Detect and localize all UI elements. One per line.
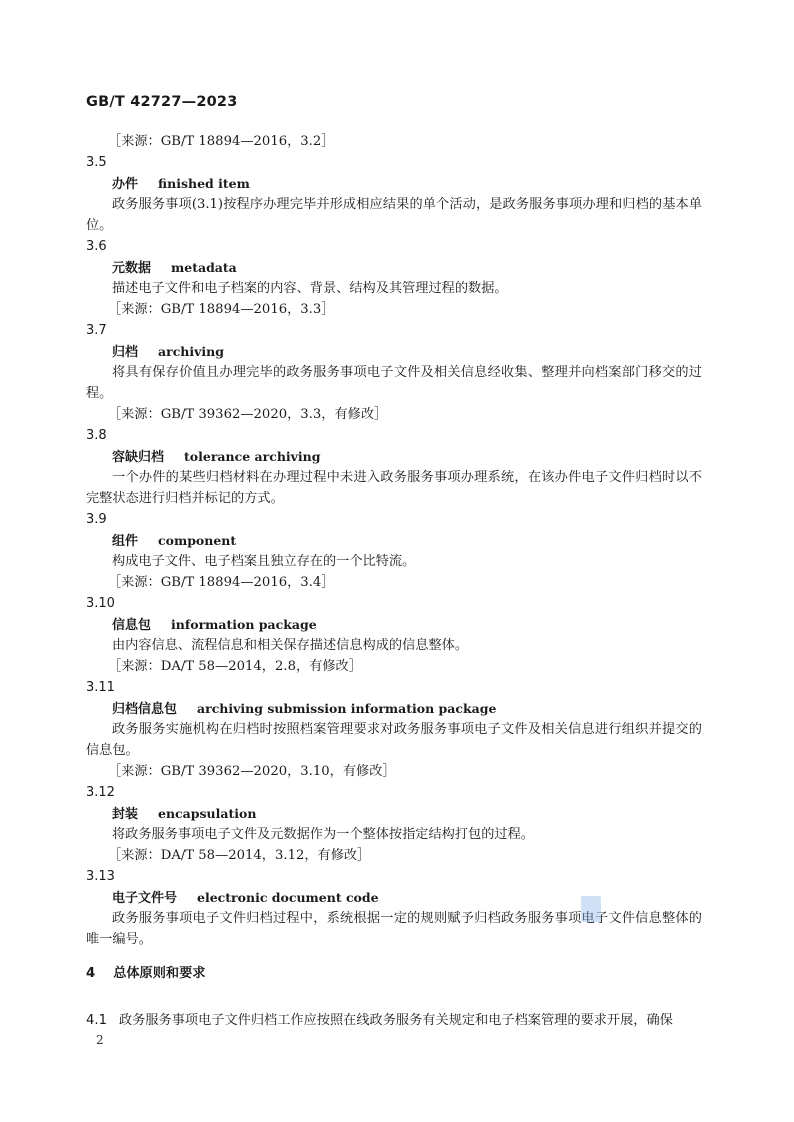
term-number: 3.11 bbox=[86, 680, 115, 695]
term-entry-3-10 bbox=[86, 593, 702, 677]
term-entry-3-7 bbox=[86, 320, 702, 425]
term-number: 3.8 bbox=[86, 428, 107, 443]
term-title bbox=[86, 257, 702, 278]
term-zh: 归档信息包 bbox=[112, 702, 178, 717]
term-zh: 办件 bbox=[112, 177, 139, 192]
term-title bbox=[86, 446, 702, 467]
term-source: ［来源：GB/T 18894—2016，3.3］ bbox=[108, 302, 335, 317]
section-title: 总体原则和要求 bbox=[113, 966, 206, 981]
term-number: 3.6 bbox=[86, 239, 107, 254]
term-entry-3-11 bbox=[86, 677, 702, 782]
term-title bbox=[86, 614, 702, 635]
term-en: archiving bbox=[158, 344, 224, 359]
term-definition: 一个办件的某些归档材料在办理过程中未进入政务服务事项办理系统，在该办件电子文件归档时以不完整状态进行归档并标记的方式。 bbox=[86, 470, 702, 506]
term-zh: 电子文件号 bbox=[112, 891, 178, 906]
term-zh: 元数据 bbox=[112, 261, 152, 276]
term-definition: 将政务服务事项电子文件及元数据作为一个整体按指定结构打包的过程。 bbox=[112, 827, 534, 842]
text-selection-highlight bbox=[581, 896, 601, 922]
term-en: component bbox=[158, 533, 237, 548]
clause-text: 政务服务事项电子文件归档工作应按照在线政务服务有关规定和电子档案管理的要求开展，确保 bbox=[118, 1013, 673, 1028]
term-title bbox=[86, 530, 702, 551]
terms-content bbox=[86, 131, 702, 950]
term-entry-3-8 bbox=[86, 425, 702, 509]
term-source: ［来源：GB/T 18894—2016，3.4］ bbox=[108, 575, 335, 590]
term-zh: 容缺归档 bbox=[112, 450, 165, 465]
term-source: ［来源：DA/T 58—2014，3.12，有修改］ bbox=[108, 848, 371, 863]
term-source: ［来源：GB/T 39362—2020，3.3，有修改］ bbox=[108, 407, 388, 422]
clause-paragraph bbox=[86, 1009, 702, 1028]
term-entry-3-5 bbox=[86, 152, 702, 236]
term-en: finished item bbox=[158, 176, 250, 191]
term-source: ［来源：DA/T 58—2014，2.8，有修改］ bbox=[108, 659, 362, 674]
term-definition: 将具有保存价值且办理完毕的政务服务事项电子文件及相关信息经收集、整理并向档案部门移交的过程。 bbox=[86, 365, 702, 401]
term-definition: 由内容信息、流程信息和相关保存描述信息构成的信息整体。 bbox=[112, 638, 469, 653]
term-definition: 构成电子文件、电子档案且独立存在的一个比特流。 bbox=[112, 554, 416, 569]
term-title bbox=[86, 173, 702, 194]
term-en: archiving submission information package bbox=[197, 701, 497, 716]
term-number: 3.13 bbox=[86, 869, 115, 884]
term-title bbox=[86, 803, 702, 824]
term-en: information package bbox=[171, 617, 317, 632]
term-entry-3-6 bbox=[86, 236, 702, 320]
term-title bbox=[86, 887, 702, 908]
term-zh: 信息包 bbox=[112, 618, 152, 633]
term-source: ［来源：GB/T 39362—2020，3.10，有修改］ bbox=[108, 764, 396, 779]
page-number: 2 bbox=[96, 1033, 104, 1047]
top-source-citation: ［来源：GB/T 18894—2016，3.2］ bbox=[108, 134, 335, 149]
standard-number-header: GB/T 42727—2023 bbox=[86, 94, 238, 110]
term-en: encapsulation bbox=[158, 806, 257, 821]
term-definition: 描述电子文件和电子档案的内容、背景、结构及其管理过程的数据。 bbox=[112, 281, 508, 296]
term-entry-3-13 bbox=[86, 866, 702, 950]
section-heading bbox=[86, 962, 206, 981]
term-en: metadata bbox=[171, 260, 237, 275]
term-entry-3-9 bbox=[86, 509, 702, 593]
term-number: 3.9 bbox=[86, 512, 107, 527]
term-en: tolerance archiving bbox=[184, 449, 321, 464]
term-title bbox=[86, 341, 702, 362]
term-definition: 政务服务实施机构在归档时按照档案管理要求对政务服务事项电子文件及相关信息进行组织并提交的信息包。 bbox=[86, 722, 702, 758]
term-definition: 政务服务事项电子文件归档过程中，系统根据一定的规则赋予归档政务服务事项电子文件信息整体的唯一编号。 bbox=[86, 911, 702, 947]
section-number: 4 bbox=[86, 966, 96, 981]
term-number: 3.5 bbox=[86, 155, 107, 170]
term-number: 3.10 bbox=[86, 596, 115, 611]
term-zh: 归档 bbox=[112, 345, 139, 360]
term-en: electronic document code bbox=[197, 890, 379, 905]
term-zh: 封装 bbox=[112, 807, 139, 822]
term-number: 3.12 bbox=[86, 785, 115, 800]
term-entry-3-12 bbox=[86, 782, 702, 866]
term-title bbox=[86, 698, 702, 719]
term-number: 3.7 bbox=[86, 323, 107, 338]
term-definition: 政务服务事项(3.1)按程序办理完毕并形成相应结果的单个活动，是政务服务事项办理和归档的基本单位。 bbox=[86, 197, 702, 233]
clause-number: 4.1 bbox=[86, 1013, 107, 1028]
term-zh: 组件 bbox=[112, 534, 139, 549]
